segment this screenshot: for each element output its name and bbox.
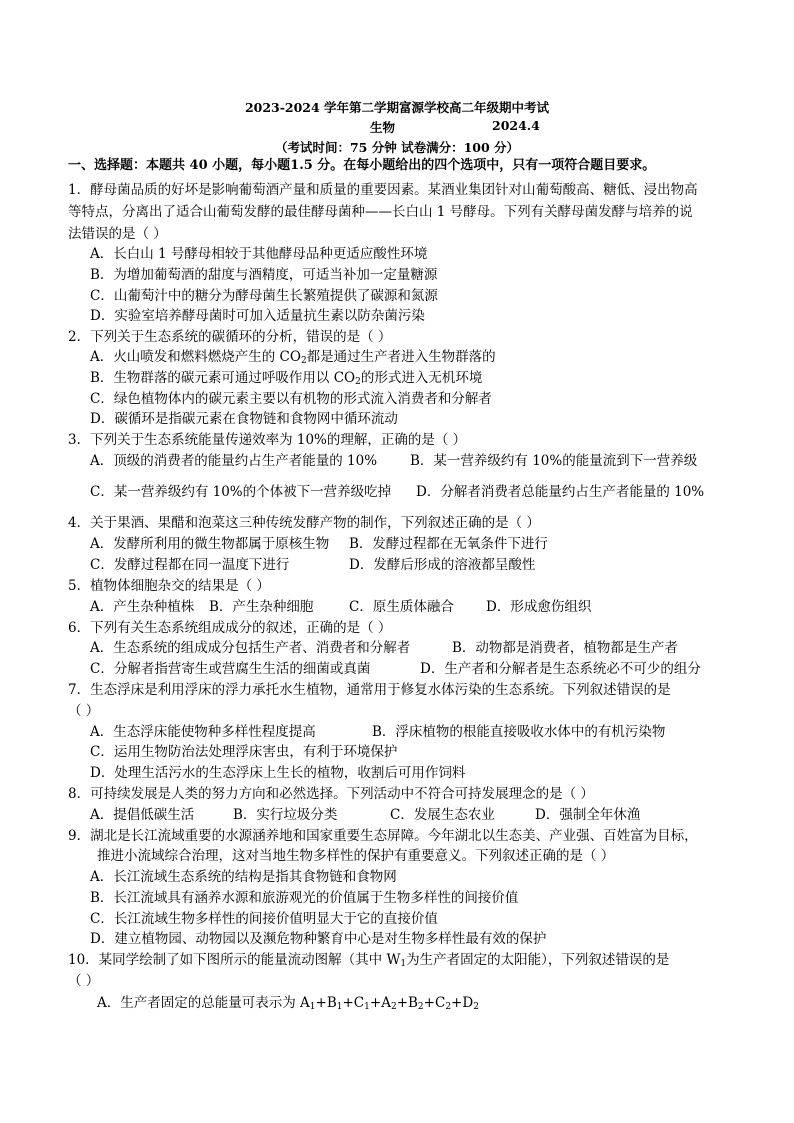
q9-option-b: B．长江流域具有涵养水源和旅游观光的价值属于生物多样性的间接价值	[90, 890, 519, 906]
q1-option-d: D．实验室培养酵母菌时可加入适量抗生素以防杂菌污染	[90, 308, 425, 324]
q8-option-a: A．提倡低碳生活	[90, 807, 195, 823]
q2-option-a: A．火山喷发和燃料燃烧产生的 $CO_2$都是通过生产者进入生物群落的	[90, 349, 496, 366]
q6-option-b: B．动物都是消费者，植物都是生产者	[452, 640, 678, 656]
q3-option-d: D．分解者消费者总能量约占生产者能量的 10%	[416, 484, 705, 500]
subject-label: 生物	[370, 120, 396, 135]
q7-stem-2: （ ）	[68, 703, 100, 719]
q7-option-c: C．运用生物防治法处理浮床害虫，有利于环境保护	[90, 744, 398, 760]
formula-term: $+B_2$	[396, 995, 424, 1012]
q1-stem-3: 法错误的是（ ）	[68, 226, 167, 242]
exam-info: （考试时间：75 分钟 试卷满分：100 分）	[274, 140, 520, 155]
q5-option-c: C．原生质体融合	[349, 599, 454, 615]
q2-option-c: C．绿色植物体内的碳元素主要以有机物的形式流入消费者和分解者	[90, 391, 492, 407]
q1-option-c: C．山葡萄汁中的糖分为酵母菌生长繁殖提供了碳源和氮源	[90, 288, 438, 304]
q1-stem-2: 等特点，分离出了适合山葡萄发酵的最佳酵母菌种——长白山 1 号酵母。下列有关酵母菌发酵与培养的说	[68, 204, 693, 220]
q6-option-a: A．生态系统的组成成分包括生产者、消费者和分解者	[90, 640, 411, 656]
formula-term: $+C_1$	[342, 995, 370, 1012]
exam-title: 2023-2024 学年第二学期富源学校高二年级期中考试	[244, 100, 550, 115]
q6-option-d: D．生产者和分解者是生态系统必不可少的组分	[420, 661, 701, 677]
q7-option-b: B．浮床植物的根能直接吸收水体中的有机污染物	[372, 724, 666, 740]
q5-option-d: D．形成愈伤组织	[486, 599, 592, 615]
q9-option-d: D．建立植物园、动物园以及濒危物种繁育中心是对生物多样性最有效的保护	[90, 931, 547, 947]
q4-option-b: B．发酵过程都在无氧条件下进行	[349, 536, 548, 552]
q6-stem: 6．下列有关生态系统组成成分的叙述，正确的是（ ）	[68, 620, 392, 636]
q3-option-b: B．某一营养级约有 10%的能量流到下一营养级	[410, 453, 698, 469]
q10-stem-2: （ ）	[68, 973, 100, 989]
formula-term: $+B_1$	[315, 995, 343, 1012]
q8-stem: 8．可持续发展是人类的努力方向和必然选择。下列活动中不符合可持发展理念的是（ ）	[68, 786, 594, 802]
section-heading: 一、选择题：本题共 40 小题，每小题1.5 分。在每小题给出的四个选项中，只有一项符合题目要求。	[68, 158, 656, 173]
q7-option-d: D．处理生活污水的生态浮床上生长的植物，收割后可用作饲料	[90, 765, 466, 781]
q9-stem-1: 9．湖北是长江流域重要的水源涵养地和国家重要生态屏障。今年湖北以生态美、产业强、百姓富为目标，	[68, 828, 698, 844]
formula-term: $+C_2$	[423, 995, 452, 1012]
q9-option-c: C．长江流域生物多样性的间接价值明显大于它的直接价值	[90, 911, 438, 927]
q9-option-a: A．长江流域生态系统的结构是指其食物链和食物网	[90, 869, 397, 885]
q3-option-c: C．某一营养级约有 10%的个体被下一营养级吃掉	[90, 484, 392, 500]
q7-stem-1: 7．生态浮床是利用浮床的浮力承托水生植物，通常用于修复水体污染的生态系统。下列叙述错误的是	[68, 682, 671, 698]
energy-formula	[300, 995, 479, 1011]
q3-stem: 3．下列关于生态系统能量传递效率为 10%的理解，正确的是（ ）	[68, 432, 467, 448]
q2-stem: 2．下列关于生态系统的碳循环的分析，错误的是（ ）	[68, 329, 392, 345]
formula-term: $+D_2$	[451, 995, 479, 1012]
q4-option-a: A．发酵所利用的微生物都属于原核生物	[90, 536, 330, 552]
q5-option-b: B．产生杂种细胞	[209, 599, 314, 615]
q6-option-c: C．分解者指营寄生或营腐生生活的细菌或真菌	[90, 661, 371, 677]
q2-option-d: D．碳循环是指碳元素在食物链和食物网中循环流动	[90, 411, 398, 427]
q1-option-b: B．为增加葡萄酒的甜度与酒精度，可适当补加一定量糖源	[90, 267, 438, 283]
formula-term: $+A_2$	[369, 995, 397, 1012]
q8-option-d: D．强制全年休渔	[535, 807, 641, 823]
q9-stem-2: 推进小流域综合治理，这对当地生物多样性的保护有重要意义。下列叙述正确的是（ ）	[97, 848, 615, 864]
exam-date: 2024.4	[492, 118, 540, 133]
q8-option-c: C．发展生态农业	[390, 807, 495, 823]
q5-option-a: A．产生杂种植株	[90, 599, 195, 615]
q8-option-b: B．实行垃圾分类	[233, 807, 338, 823]
q4-option-d: D．发酵后形成的溶液都呈酸性	[349, 557, 536, 573]
q4-option-c: C．发酵过程都在同一温度下进行	[90, 557, 290, 573]
q10-stem-1: 10．某同学绘制了如下图所示的能量流动图解（其中 $W_1$为生产者固定的太阳能），下列叙述错误的是	[68, 952, 670, 969]
q2-option-b: B．生物群落的碳元素可通过呼吸作用以 $CO_2$的形式进入无机环境	[90, 370, 483, 387]
q7-option-a: A．生态浮床能使物种多样性程度提高	[90, 724, 316, 740]
formula-term: $A_1$	[300, 995, 316, 1012]
q1-option-a: A．长白山 1 号酵母相较于其他酵母品种更适应酸性环境	[90, 246, 428, 262]
q1-stem-1: 1．酵母菌品质的好坏是影响葡萄酒产量和质量的重要因素。某酒业集团针对山葡萄酸高、糖低、浸出物高	[68, 182, 698, 198]
q10-option-a: A．生产者固定的总能量可表示为 $A_1+B_1+C_1+A_2+B_2+C_2+D_2$	[97, 995, 479, 1012]
q5-stem: 5．植物体细胞杂交的结果是（ ）	[68, 578, 270, 594]
q3-option-a: A．顶级的消费者的能量约占生产者能量的 10%	[90, 453, 378, 469]
q4-stem: 4．关于果酒、果醋和泡菜这三种传统发酵产物的制作，下列叙述正确的是（ ）	[68, 515, 540, 531]
